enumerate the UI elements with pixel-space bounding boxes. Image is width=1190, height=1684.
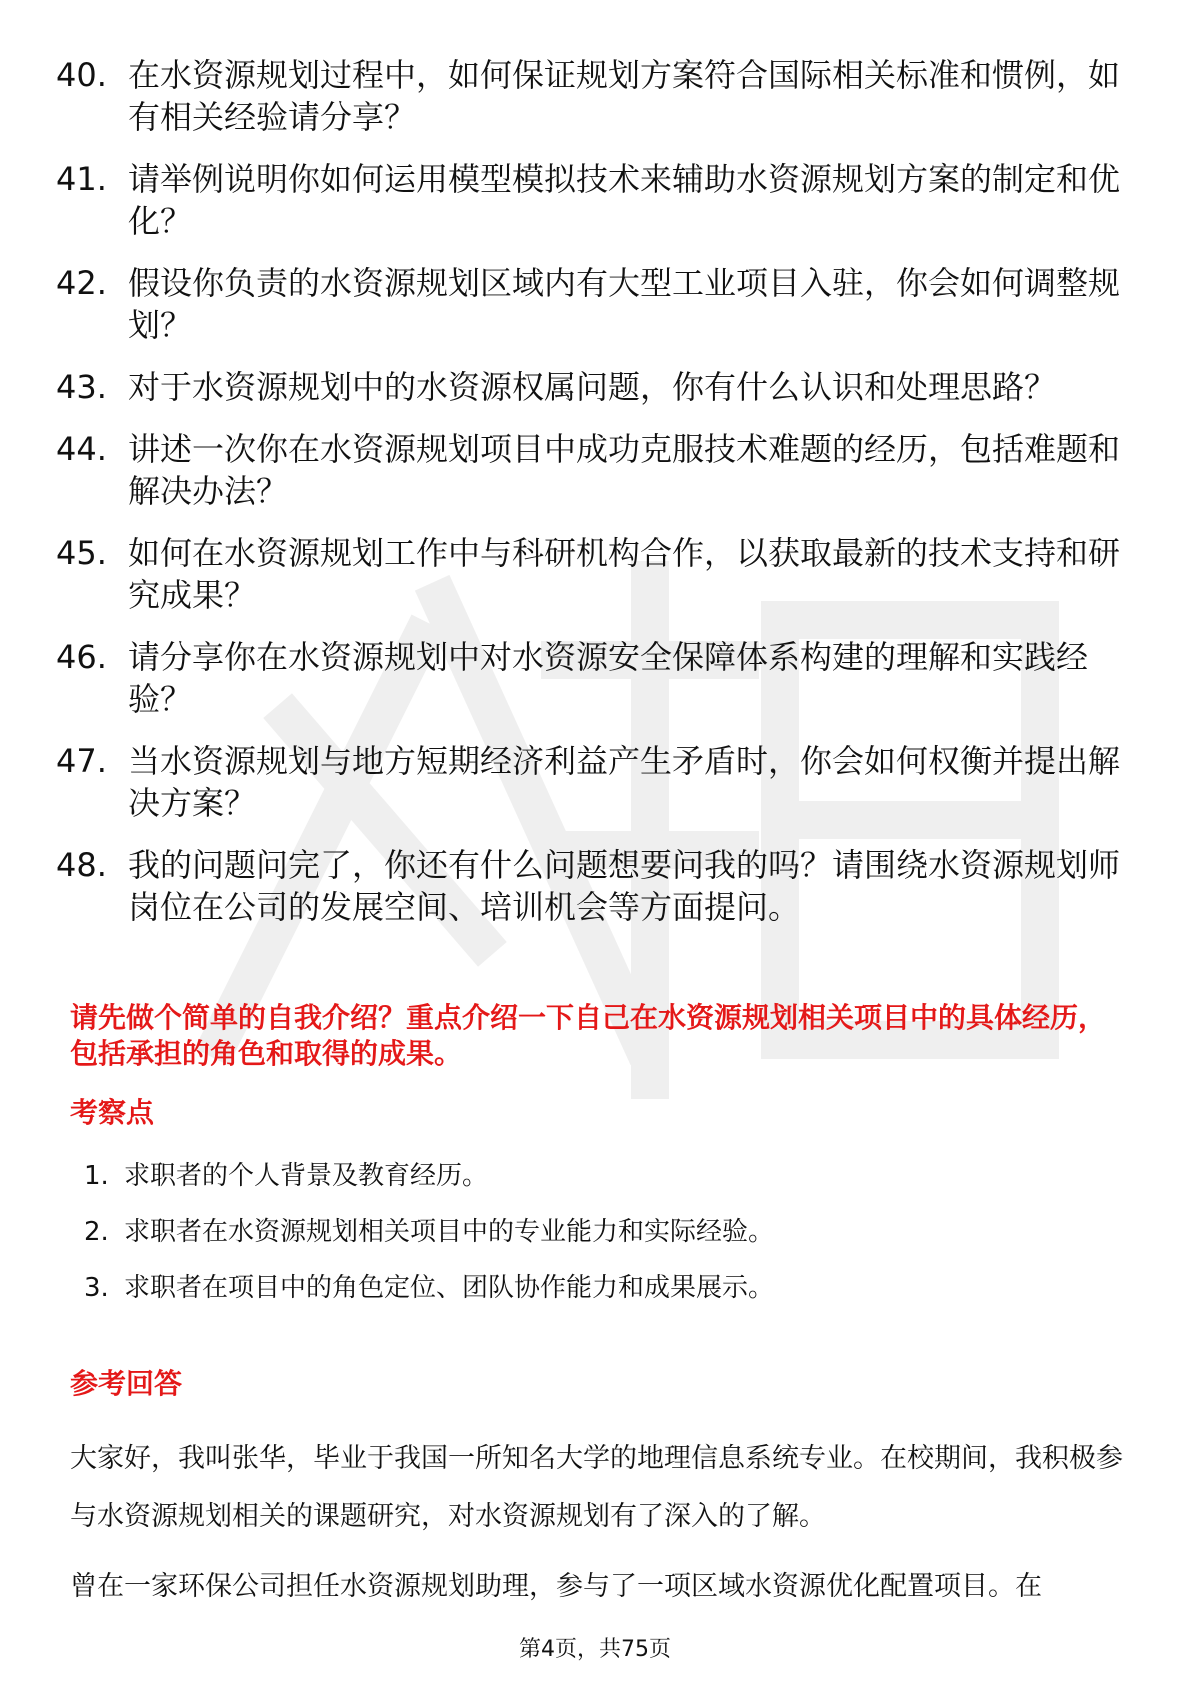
evaluation-point xyxy=(84,1159,1104,1193)
section-heading-cankao: 参考回答 xyxy=(70,1367,183,1400)
highlight-question: 请先做个简单的自我介绍？重点介绍一下自己在水资源规划相关项目中的具体经历，包括承担的角色和取得的成果。 xyxy=(70,1001,1107,1070)
question-number: 47. xyxy=(56,742,107,780)
question-text: 如何在水资源规划工作中与科研机构合作，以获取最新的技术支持和研究成果？ xyxy=(128,534,1121,614)
answer-paragraph: 曾在一家环保公司担任水资源规划助理，参与了一项区域水资源优化配置项目。在 xyxy=(70,1571,1042,1602)
answer-paragraph: 大家好，我叫张华，毕业于我国一所知名大学的地理信息系统专业。在校期间，我积极参与水资源规划相关的课题研究，对水资源规划有了深入的了解。 xyxy=(70,1443,1123,1532)
evaluation-point xyxy=(84,1271,1104,1305)
question-item xyxy=(56,844,1136,928)
question-item xyxy=(56,262,1136,346)
question-number: 43. xyxy=(56,368,107,406)
question-number: 45. xyxy=(56,534,107,572)
question-number: 42. xyxy=(56,264,107,302)
question-number: 41. xyxy=(56,160,107,198)
question-text: 对于水资源规划中的水资源权属问题，你有什么认识和处理思路？ xyxy=(128,368,1057,406)
evaluation-point xyxy=(84,1215,1104,1249)
question-number: 40. xyxy=(56,56,107,94)
question-text: 请分享你在水资源规划中对水资源安全保障体系构建的理解和实践经验？ xyxy=(128,638,1089,718)
question-text: 假设你负责的水资源规划区域内有大型工业项目入驻，你会如何调整规划？ xyxy=(128,264,1121,344)
question-item xyxy=(56,636,1136,720)
point-number: 3. xyxy=(84,1273,109,1303)
point-text: 求职者的个人背景及教育经历。 xyxy=(124,1161,489,1191)
evaluation-points-list xyxy=(84,1159,1104,1327)
question-number: 46. xyxy=(56,638,107,676)
question-item xyxy=(56,532,1136,616)
question-text: 讲述一次你在水资源规划项目中成功克服技术难题的经历，包括难题和解决办法？ xyxy=(128,430,1121,510)
question-text: 在水资源规划过程中，如何保证规划方案符合国际相关标准和惯例，如有相关经验请分享？ xyxy=(128,56,1121,136)
section-heading-kaochadian: 考察点 xyxy=(70,1096,155,1129)
question-text: 我的问题问完了，你还有什么问题想要问我的吗？请围绕水资源规划师岗位在公司的发展空间、培训机会等方面提问。 xyxy=(128,846,1121,926)
page-footer: 第4页，共75页 xyxy=(519,1637,671,1662)
question-number: 48. xyxy=(56,846,107,884)
question-item xyxy=(56,428,1136,512)
point-text: 求职者在项目中的角色定位、团队协作能力和成果展示。 xyxy=(124,1273,775,1303)
question-item xyxy=(56,366,1136,408)
point-number: 1. xyxy=(84,1161,109,1191)
question-item xyxy=(56,158,1136,242)
question-list xyxy=(56,54,1136,948)
question-number: 44. xyxy=(56,430,107,468)
question-item xyxy=(56,740,1136,824)
question-text: 请举例说明你如何运用模型模拟技术来辅助水资源规划方案的制定和优化？ xyxy=(128,160,1121,240)
question-text: 当水资源规划与地方短期经济利益产生矛盾时，你会如何权衡并提出解决方案？ xyxy=(128,742,1121,822)
point-number: 2. xyxy=(84,1217,109,1247)
point-text: 求职者在水资源规划相关项目中的专业能力和实际经验。 xyxy=(124,1217,775,1247)
question-item xyxy=(56,54,1136,138)
